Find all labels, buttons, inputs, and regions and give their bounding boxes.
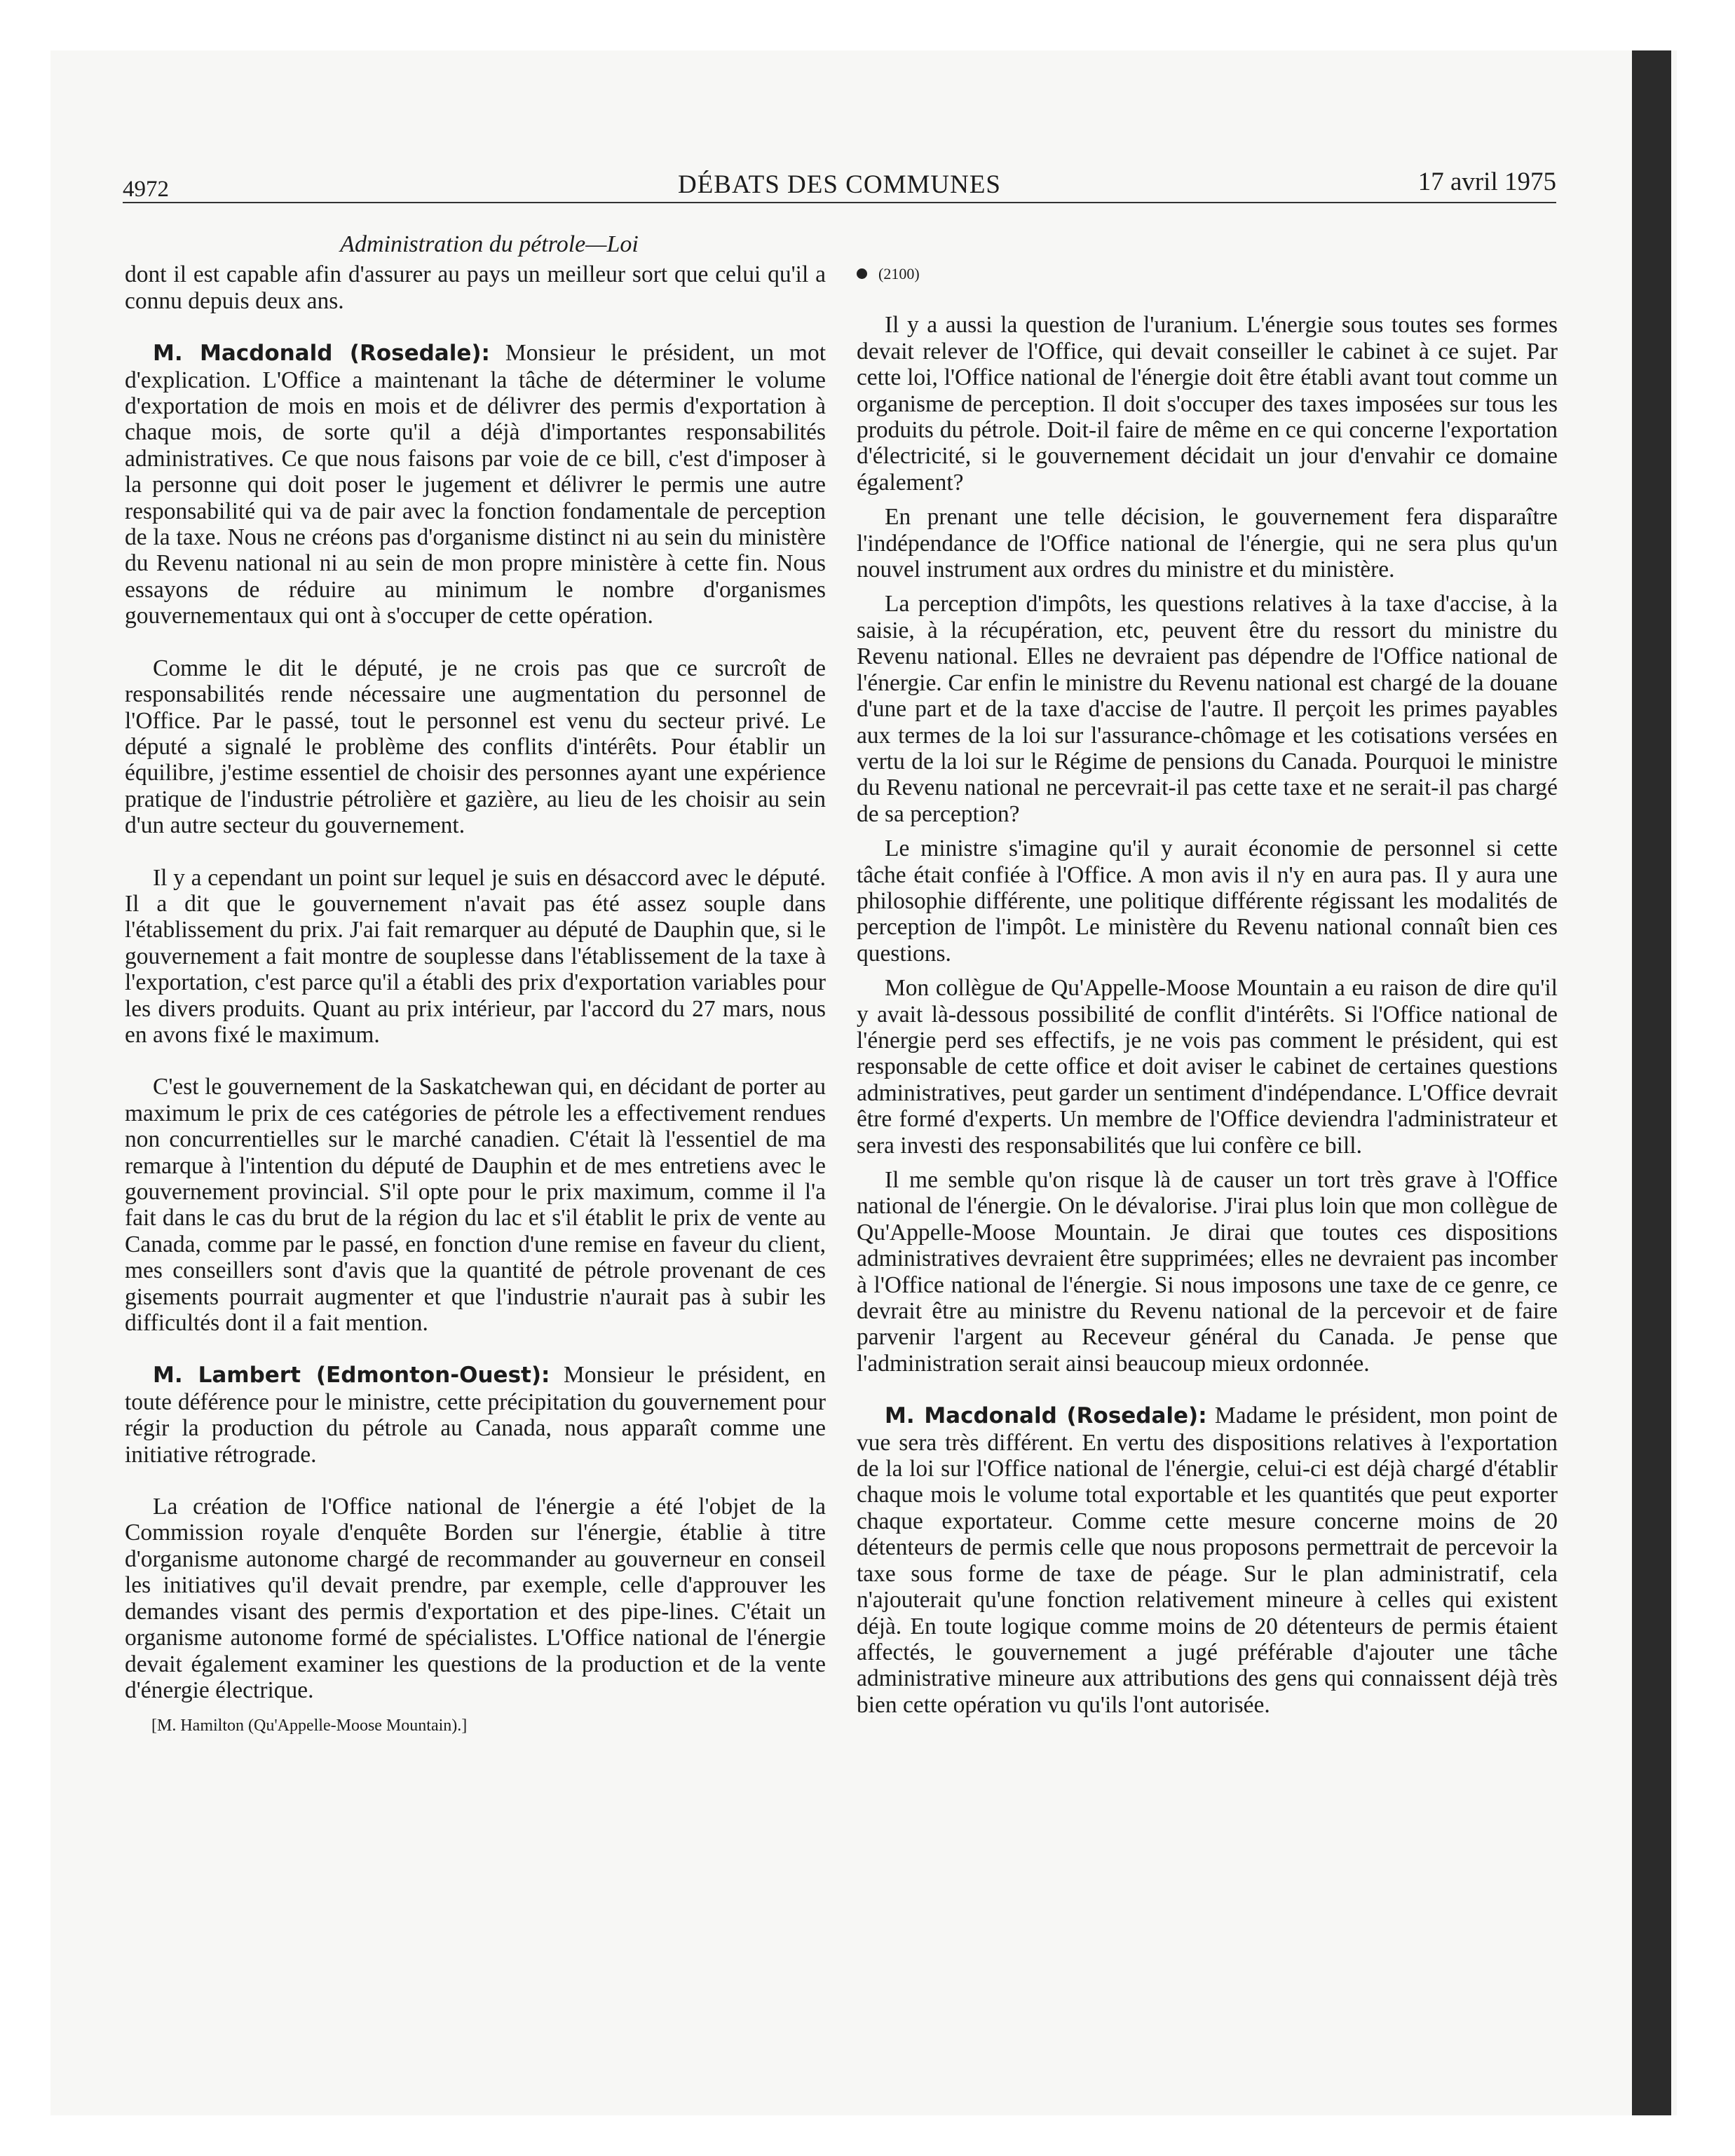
paragraph: Il y a cependant un point sur lequel je suis en désaccord avec le député. Il a dit que le gouvernement n'avait pas été assez souple dans l'établissement du prix. J'ai fait remarquer au député de Dauphin que, si le gouvernement a fait montre de souplesse dans l'établissement de la taxe à l'exportation, c'est parce qu'il a établi des prix d'exportation variables pour les divers produits. Quant au prix intérieur, par l'accord du 27 mars, nous en avons fixé le maximum. — [125, 864, 826, 1048]
paragraph: Comme le dit le député, je ne crois pas que ce surcroît de responsabilités rende nécessaire une augmentation du personnel de l'Office. Par le passé, tout le personnel est venu du secteur privé. Le député a signalé le problème des conflits d'intérêts. Pour établir un équilibre, j'estime essentiel de choisir des personnes ayant une expérience pratique de l'industrie pétrolière et gazière, au lieu de les choisir au sein d'un autre secteur du gouvernement. — [125, 655, 826, 839]
speaker-note: [M. Hamilton (Qu'Appelle-Moose Mountain).] — [151, 1717, 468, 1735]
page-number: 4972 — [123, 177, 169, 202]
time-marker-label: (2100) — [878, 265, 920, 282]
paragraph: Mon collègue de Qu'Appelle-Moose Mountain a eu raison de dire qu'il y avait là-dessous possibilité de conflit d'intérêts. Si l'Office national de l'énergie perd ses effectifs, je ne vois pas comment le président, qui est responsable de cette office et doit aviser le cabinet de certaines questions administratives, peut garder un sentiment d'indépendance. L'Office devrait être formé d'experts. Un membre de l'Office deviendra l'administrateur et sera investi des responsabilités que lui confère ce bill. — [857, 975, 1558, 1159]
paragraph: En prenant une telle décision, le gouvernement fera disparaître l'indépendance de l'Office national de l'énergie, qui ne sera plus qu'un nouvel instrument aux ordres du ministre et du ministère. — [857, 504, 1558, 583]
speaker-name: M. Macdonald (Rosedale): — [885, 1403, 1207, 1429]
time-marker — [857, 261, 1558, 287]
bullet-icon — [857, 268, 867, 279]
scan-edge-shadow — [1632, 50, 1671, 2115]
publication-date: 17 avril 1975 — [1417, 168, 1556, 196]
right-column — [857, 261, 1558, 1718]
header-rule — [123, 202, 1556, 203]
paragraph: Le ministre s'imagine qu'il y aurait économie de personnel si cette tâche était confiée à l'Office. A mon avis il n'y en aura pas. Il y aura une philosophie différente, une politique différente régissant les modalités de perception de l'impôt. Le ministère du Revenu national connaît bien ces questions. — [857, 835, 1558, 967]
speaker-name: M. Macdonald (Rosedale): — [153, 341, 490, 367]
speech-text: Monsieur le président, un mot d'explication. L'Office a maintenant la tâche de déterminer le volume d'exportation de mois en mois et de délivrer des permis d'exportation à chaque mois, de sorte qu'il a déjà d'importantes responsabilités administratives. Ce que nous faisons par voie de ce bill, c'est d'imposer à la personne qui doit poser le jugement et délivrer le permis une autre responsabilité qui va de pair avec la fonction fondamentale de perception de la taxe. Nous ne créons pas d'organisme distinct ni au sein du ministère du Revenu national ni au sein de mon propre ministère à cette fin. Nous essayons de réduire au minimum le nombre d'organismes gouvernementaux qui ont à s'occuper de cette opération. — [125, 340, 826, 629]
paragraph: Il y a aussi la question de l'uranium. L'énergie sous toutes ses formes devait relever de l'Office, qui devait conseiller le cabinet à ce sujet. Par cette loi, l'Office national de l'énergie doit être établi avant tout comme un organisme de perception. Il doit s'occuper des taxes imposées sur tous les produits du pétrole. Doit-il faire de même en ce qui concerne l'exportation d'électricité, si le gouvernement décidait un jour d'envahir ce domaine également? — [857, 312, 1558, 496]
paragraph — [125, 1362, 826, 1468]
paragraph: La perception d'impôts, les questions relatives à la taxe d'accise, à la saisie, à la récupération, etc, peuvent être du ressort du ministre du Revenu national. Elles ne devraient pas dépendre de l'Office national de l'énergie. Car enfin le ministre du Revenu national est chargé de la douane d'une part et de la taxe d'accise de l'autre. Il perçoit les primes payables aux termes de la loi sur l'assurance-chômage et les cotisations versées en vertu de la loi sur le Régime de pensions du Canada. Pourquoi le ministre du Revenu national ne percevrait-il pas cette taxe et ne serait-il pas chargé de sa perception? — [857, 591, 1558, 827]
running-title: Administration du pétrole—Loi — [340, 231, 639, 257]
paragraph: dont il est capable afin d'assurer au pays un meilleur sort que celui qu'il a connu depuis deux ans. — [125, 261, 826, 314]
paragraph: C'est le gouvernement de la Saskatchewan qui, en décidant de porter au maximum le prix de ces catégories de pétrole les a effectivement rendues non concurrentielles sur le marché canadien. C'était là l'essentiel de ma remarque à l'intention du député de Dauphin et de mes entretiens avec le gouvernement provincial. S'il opte pour le prix maximum, comme il l'a fait dans le cas du brut de la région du lac et s'il établit le prix de vente au Canada, comme par le passé, en fonction d'une remise en faveur du client, mes conseillers sont d'avis que la quantité de pétrole provenant de ces gisements pourrait augmenter et que l'industrie n'aurait pas à subir les difficultés dont il a fait mention. — [125, 1074, 826, 1337]
paragraph: Il me semble qu'on risque là de causer un tort très grave à l'Office national de l'énergie. On le dévalorise. J'irai plus loin que mon collègue de Qu'Appelle-Moose Mountain. Je dirai que toutes ces dispositions administratives devraient être supprimées; elles ne devraient pas incomber à l'Office national de l'énergie. Si nous imposons une taxe de ce genre, ce devrait être au ministre du Revenu national de la percevoir et de faire parvenir l'argent au Receveur général du Canada. Je pense que l'administration serait ainsi beaucoup mieux ordonnée. — [857, 1167, 1558, 1377]
speech-text: Monsieur le président, en toute déférence pour le ministre, cette précipitation du gouvernement pour régir la production du pétrole au Canada, nous apparaît comme une initiative rétrograde. — [125, 1362, 826, 1468]
page-header — [123, 167, 1556, 202]
paragraph — [857, 1403, 1558, 1718]
publication-title: DÉBATS DES COMMUNES — [677, 170, 1001, 199]
speaker-name: M. Lambert (Edmonton-Ouest): — [153, 1363, 550, 1389]
paragraph: La création de l'Office national de l'énergie a été l'objet de la Commission royale d'enquête Borden sur l'énergie, établie à titre d'organisme autonome chargé de recommander au gouverneur en conseil les initiatives qu'il devait prendre, par exemple, celle d'approuver les demandes visant des permis d'exportation et des pipe-lines. C'était un organisme autonome formé de spécialistes. L'Office national de l'énergie devait également examiner les questions de la production et de la vente d'énergie électrique. — [125, 1494, 826, 1703]
left-column — [125, 231, 826, 1740]
paragraph — [125, 340, 826, 629]
speech-text: Madame le président, mon point de vue sera très différent. En vertu des dispositions relatives à l'exportation de la loi sur l'Office national de l'énergie, celui-ci est déjà chargé d'établir chaque mois le volume total exportable et les quantités que peut exporter chaque exportateur. Comme cette mesure concerne moins de 20 détenteurs de permis celle que nous proposons permettrait de percevoir la taxe sous forme de taxe de péage. Sur le plan administratif, cela n'ajouterait qu'une fonction relativement mineure à celles qui existent déjà. En toute logique comme moins de 20 détenteurs de permis étaient affectés, le gouvernement a jugé préférable d'ajouter une tâche administrative mineure aux attributions des gens qui connaissent déjà très bien cette opération vu qu'ils l'ont autorisée. — [857, 1403, 1558, 1718]
